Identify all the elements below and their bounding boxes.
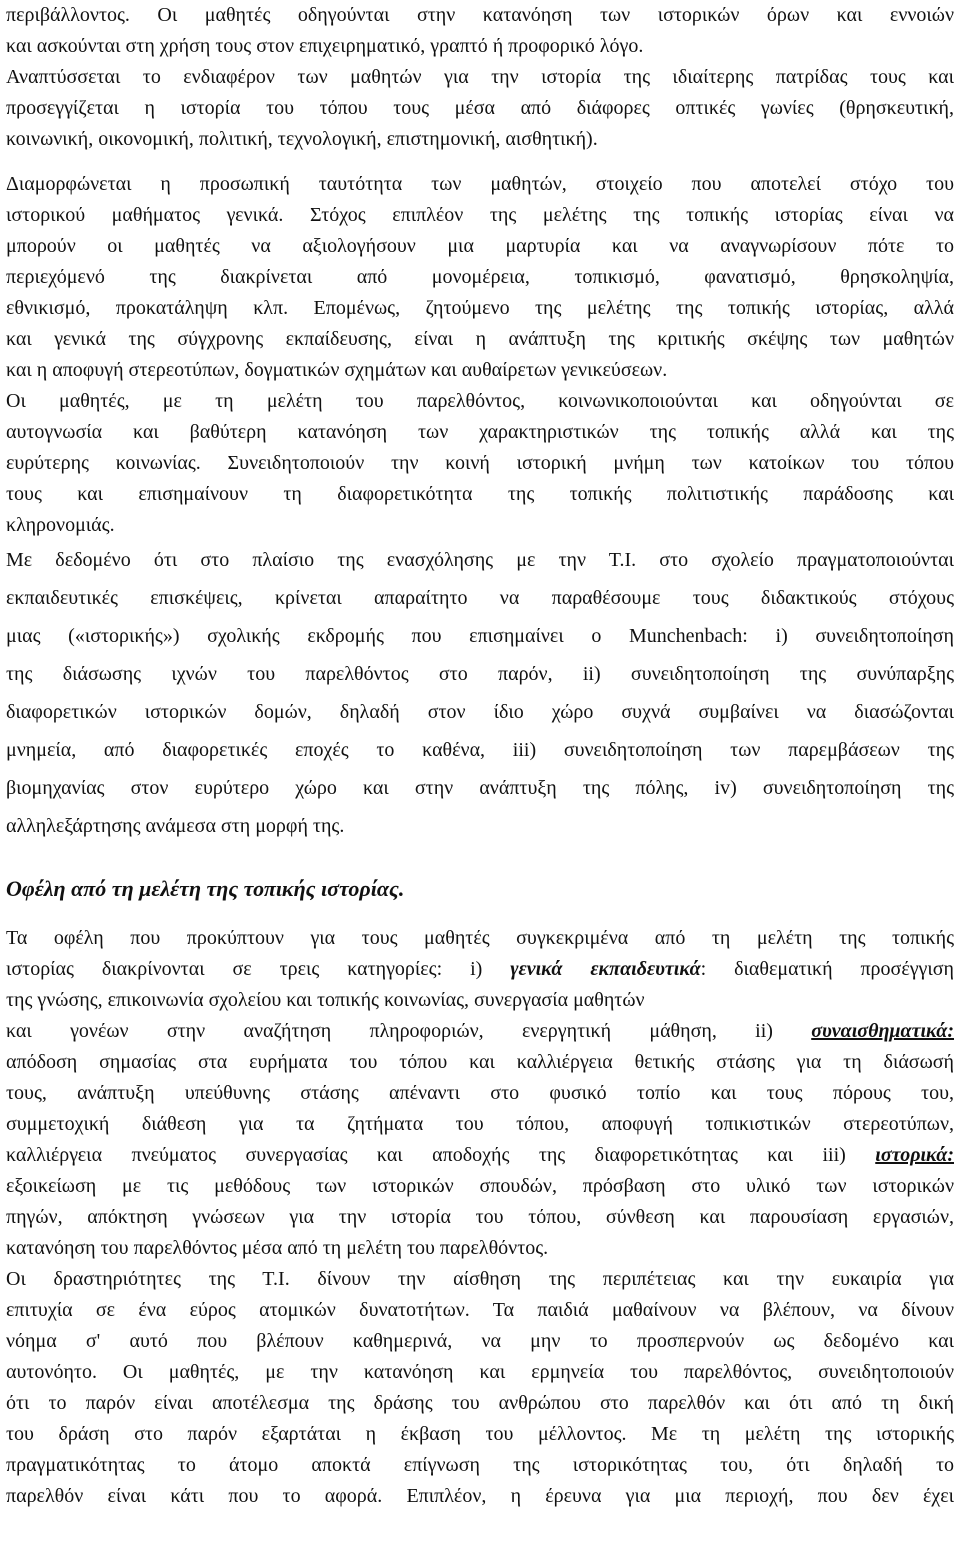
emphasis-historical: ιστορικά: (875, 1144, 954, 1166)
text-line: βιομηχανίας στον ευρύτερο χώρο και στην ανάπτυξη της πόλης, iv) συνειδητοποίηση της (6, 777, 954, 799)
text-line: μιας («ιστορικής») σχολικής εκδρομής που επισημαίνει ο Munchenbach: i) συνειδητοποίηση (6, 625, 954, 647)
text-line: απόδοση σημασίας στα ευρήματα του τόπου και καλλιέργεια θετικής στάσης για τη διάσωσή (6, 1051, 954, 1073)
text-line-mixed (6, 1140, 954, 1171)
text-line: και η αποφυγή στερεοτύπων, δογματικών σχημάτων και αυθαίρετων γενικεύσεων. (6, 359, 668, 381)
text-line-mixed (6, 1016, 954, 1047)
text-line: Οι δραστηριότητες της Τ.Ι. δίνουν την αίσθηση της περιπέτειας και την ευκαιρία για (6, 1268, 954, 1290)
text-line: μνημεία, από διαφορετικές εποχές το καθένα, iii) συνειδητοποίηση των παρεμβάσεων της (6, 739, 954, 761)
paragraph-gap (6, 155, 954, 169)
text-line: πραγματικότητας το άτομο αποκτά επίγνωση της ιστορικότητας του, ότι δηλαδή το (6, 1454, 954, 1476)
text-run: καλλιέργεια πνεύματος συνεργασίας και αποδοχής της διαφορετικότητας και iii) (6, 1144, 876, 1166)
text-line: κατανόηση του παρελθόντος μέσα από τη μελέτη του παρελθόντος. (6, 1237, 549, 1259)
text-line: εθνικισμό, προκατάληψη κλπ. Επομένως, ζητούμενο της μελέτης της τοπικής ιστορίας, αλλά (6, 297, 954, 319)
section-gap (6, 909, 954, 923)
text-line: τους, ανάπτυξη υπεύθυνης στάσης απέναντι στο φυσικό τοπίο και τους πόρους του, (6, 1082, 954, 1104)
text-line: εκπαιδευτικές επισκέψεις, κρίνεται απαραίτητο να παραθέσουμε τους διδακτικούς στόχους (6, 587, 954, 609)
text-line: της διάσωσης ιχνών του παρελθόντος στο παρόν, ii) συνειδητοποίηση της συνύπαρξης (6, 663, 954, 685)
text-line: κληρονομιάς. (6, 514, 115, 536)
text-line: Με δεδομένο ότι στο πλαίσιο της ενασχόλησης με την Τ.Ι. στο σχολείο πραγματοποιούνται (6, 549, 954, 571)
text-line: Διαμορφώνεται η προσωπική ταυτότητα των μαθητών, στοιχείο που αποτελεί στόχο του (6, 173, 954, 195)
document-page (6, 0, 954, 1512)
text-line: επιτυχία σε ένα εύρος ατομικών δυνατοτήτων. Τα παιδιά μαθαίνουν να βλέπουν, να δίνουν (6, 1299, 954, 1321)
text-line: πηγών, απόκτηση γνώσεων για την ιστορία του τόπου, σύνθεση και παρουσίαση εργασιών, (6, 1206, 954, 1228)
text-line: του δράση στο παρόν εξαρτάται η έκβαση του μέλλοντος. Με τη μελέτη της ιστορικής (6, 1423, 954, 1445)
text-run: και γονέων στην αναζήτηση πληροφοριών, ενεργητική μάθηση, ii) (6, 1020, 812, 1042)
emphasis-emotional: συναισθηματικά: (811, 1020, 954, 1042)
text-line: μπορούν οι μαθητές να αξιολογήσουν μια μαρτυρία και να αναγνωρίσουν πότε το (6, 235, 954, 257)
paragraph-identity (6, 169, 954, 541)
paragraph-school-trip (6, 541, 954, 845)
emphasis-general-educational: γενικά εκπαιδευτικά (510, 958, 701, 980)
text-line: περιβάλλοντος. Οι μαθητές οδηγούνται στην κατανόηση των ιστορικών όρων και εννοιών (6, 4, 954, 26)
text-line: ευρύτερης κοινωνίας. Συνειδητοποιούν την κοινή ιστορική μνήμη των κατοίκων του τόπου (6, 452, 954, 474)
text-line: κοινωνική, οικονομική, πολιτική, τεχνολογική, επιστημονική, αισθητική). (6, 128, 598, 150)
text-line: ιστορικού μαθήματος γενικά. Στόχος επιπλέον της μελέτης της τοπικής ιστορίας είναι να (6, 204, 954, 226)
text-line: και γενικά της σύγχρονης εκπαίδευσης, είναι η ανάπτυξη της κριτικής σκέψης των μαθητών (6, 328, 954, 350)
paragraph-environment (6, 0, 954, 155)
text-line: παρελθόν είναι κάτι που το αφορά. Επιπλέον, η έρευνα για μια περιοχή, που δεν έχει (6, 1485, 954, 1507)
paragraph-activities (6, 1264, 954, 1512)
text-line: περιεχόμενό της διακρίνεται από μονομέρεια, τοπικισμό, φανατισμό, θρησκοληψία, (6, 266, 954, 288)
section-gap (6, 845, 954, 869)
text-line: Αναπτύσσεται το ενδιαφέρον των μαθητών για την ιστορία της ιδιαίτερης πατρίδας τους και (6, 66, 954, 88)
text-run: ιστορίας διακρίνονται σε τρεις κατηγορίες: i) (6, 958, 511, 980)
text-line: αυτονόητο. Οι μαθητές, με την κατανόηση και ερμηνεία του παρελθόντος, συνειδητοποιούν (6, 1361, 954, 1383)
text-line: ότι το παρόν είναι αποτέλεσμα της δράσης του ανθρώπου στο παρελθόν και ότι από τη δική (6, 1392, 954, 1414)
text-line: Οι μαθητές, με τη μελέτη του παρελθόντος, κοινωνικοποιούνται και οδηγούνται σε (6, 390, 954, 412)
text-line: νόημα σ' αυτό που βλέπουν καθημερινά, να μην το προσπερνούν ως δεδομένο και (6, 1330, 954, 1352)
text-line: της γνώσης, επικοινωνία σχολείου και τοπικής κοινωνίας, συνεργασία μαθητών (6, 989, 645, 1011)
text-run: : διαθεματική προσέγγιση (700, 958, 954, 980)
paragraph-benefits (6, 923, 954, 1264)
text-line-mixed (6, 954, 954, 985)
text-line: προσεγγίζεται η ιστορία του τόπου τους μέσα από διάφορες οπτικές γωνίες (θρησκευτική, (6, 97, 954, 119)
section-heading: Οφέλη από τη μελέτη της τοπικής ιστορίας. (6, 876, 405, 901)
text-line: και ασκούνται στη χρήση τους στον επιχειρηματικό, γραπτό ή προφορικό λόγο. (6, 35, 644, 57)
text-line: συμμετοχική διάθεση για τα ζητήματα του τόπου, αποφυγή τοπικιστικών στερεοτύπων, (6, 1113, 954, 1135)
text-line: Τα οφέλη που προκύπτουν για τους μαθητές συγκεκριμένα από τη μελέτη της τοπικής (6, 927, 954, 949)
text-line: αυτογνωσία και βαθύτερη κατανόηση των χαρακτηριστικών της τοπικής αλλά και της (6, 421, 954, 443)
text-line: αλληλεξάρτησης ανάμεσα στη μορφή της. (6, 815, 345, 837)
text-line: τους και επισημαίνουν τη διαφορετικότητα της τοπικής πολιτιστικής παράδοσης και (6, 483, 954, 505)
text-line: διαφορετικών ιστορικών δομών, δηλαδή στον ίδιο χώρο συχνά συμβαίνει να διασώζονται (6, 701, 954, 723)
text-line: εξοικείωση με τις μεθόδους των ιστορικών σπουδών, πρόσβαση στο υλικό των ιστορικών (6, 1175, 954, 1197)
